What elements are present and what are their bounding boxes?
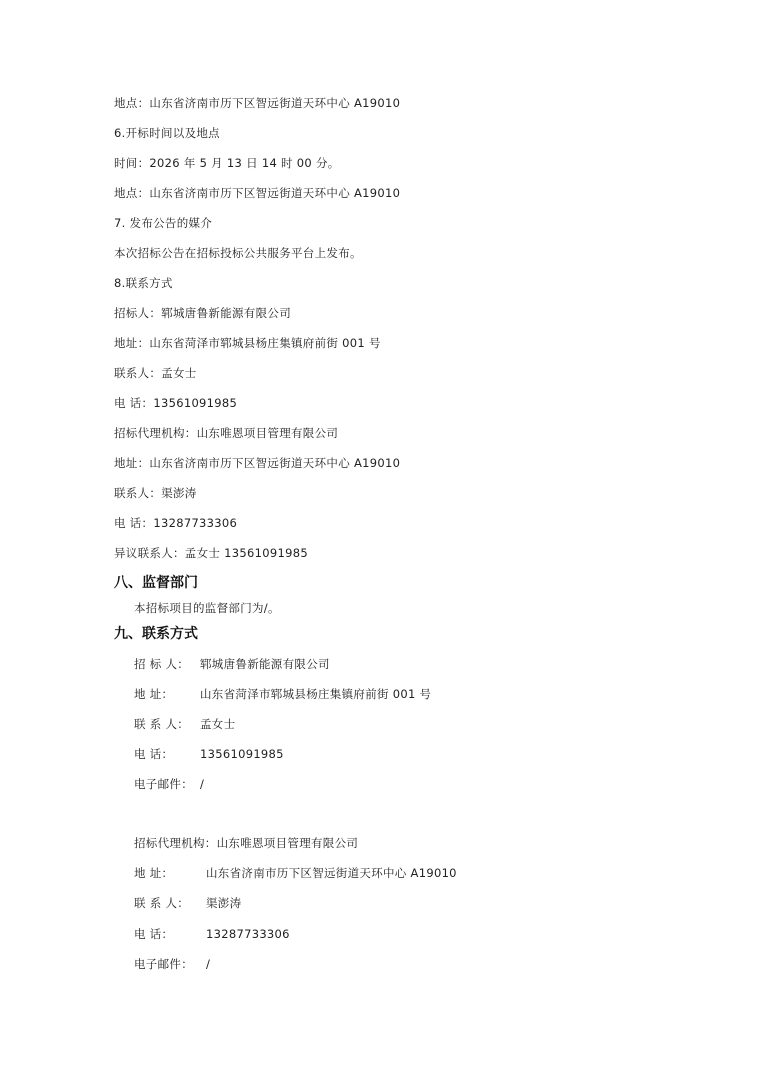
field-label: 招 标 人： [134, 657, 190, 671]
agency-address: 地址：山东省济南市历下区智远街道天环中心 A19010 [114, 456, 401, 470]
field-value: 13287733306 [206, 927, 290, 941]
tenderer-email-row [134, 777, 204, 791]
bid-opening-title: 6.开标时间以及地点 [114, 126, 220, 140]
field-value: 山东唯恩项目管理有限公司 [216, 836, 359, 850]
contact-heading: 九、联系方式 [114, 626, 198, 642]
tenderer-name: 招标人：郓城唐鲁新能源有限公司 [114, 306, 291, 320]
tenderer-name-row [134, 657, 330, 671]
supervision-text: 本招标项目的监督部门为/。 [134, 601, 280, 615]
field-label: 电 话： [134, 927, 174, 941]
tenderer-address-row [134, 687, 431, 701]
field-label: 招标代理机构： [134, 836, 217, 850]
media-text: 本次招标公告在招标投标公共服务平台上发布。 [114, 246, 362, 260]
supervision-heading: 八、监督部门 [114, 575, 198, 591]
field-label: 地 址： [134, 866, 174, 880]
media-title: 7. 发布公告的媒介 [114, 216, 213, 230]
tenderer-contact: 联系人：孟女士 [114, 366, 197, 380]
field-label: 电子邮件： [134, 777, 193, 791]
field-label: 电子邮件： [134, 957, 193, 971]
agency-contact-row [134, 896, 241, 910]
objection-contact: 异议联系人：孟女士 13561091985 [114, 546, 308, 560]
bid-opening-address: 地点：山东省济南市历下区智远街道天环中心 A19010 [114, 186, 401, 200]
agency-phone-row [134, 927, 290, 941]
field-value: 郓城唐鲁新能源有限公司 [200, 657, 330, 671]
bid-opening-time: 时间：2026 年 5 月 13 日 14 时 00 分。 [114, 156, 340, 170]
field-label: 地 址： [134, 687, 174, 701]
field-value: 山东省菏泽市郓城县杨庄集镇府前街 001 号 [200, 687, 432, 701]
tenderer-phone-row [134, 747, 284, 761]
contact-title: 8.联系方式 [114, 276, 173, 290]
agency-contact: 联系人：渠澎涛 [114, 486, 197, 500]
field-label: 联 系 人： [134, 717, 190, 731]
agency-name: 招标代理机构：山东唯恩项目管理有限公司 [114, 426, 339, 440]
tenderer-phone: 电 话：13561091985 [114, 396, 238, 410]
agency-phone: 电 话：13287733306 [114, 516, 238, 530]
field-value: 渠澎涛 [206, 896, 242, 910]
field-label: 电 话： [134, 747, 174, 761]
agency-name-row [134, 836, 358, 850]
bid-submission-address: 地点：山东省济南市历下区智远街道天环中心 A19010 [114, 96, 401, 110]
agency-email-row [134, 957, 210, 971]
tenderer-contact-row [134, 717, 235, 731]
field-value: / [200, 777, 205, 791]
tenderer-address: 地址：山东省菏泽市郓城县杨庄集镇府前街 001 号 [114, 336, 381, 350]
field-value: 山东省济南市历下区智远街道天环中心 A19010 [206, 866, 457, 880]
field-label: 联 系 人： [134, 896, 190, 910]
agency-address-row [134, 866, 457, 880]
field-value: 13561091985 [200, 747, 284, 761]
field-value: / [206, 957, 211, 971]
field-value: 孟女士 [200, 717, 236, 731]
